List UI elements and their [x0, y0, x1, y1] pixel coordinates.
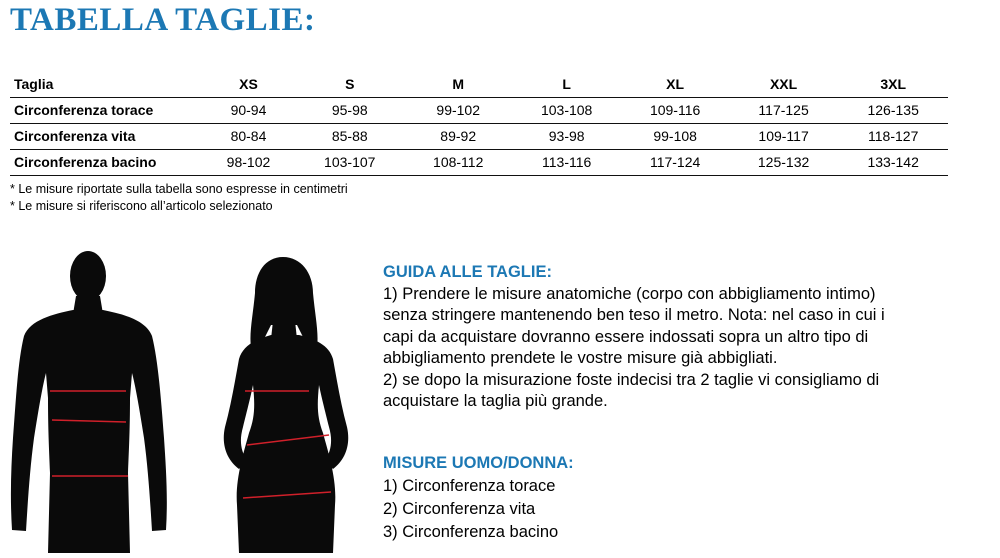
- table-cell: 113-116: [542, 154, 592, 170]
- table-cell: 108-112: [433, 154, 484, 170]
- guide-line: acquistare la taglia più grande.: [383, 392, 608, 410]
- table-cell: 99-102: [436, 102, 480, 118]
- table-cell: 109-117: [758, 128, 809, 144]
- size-guide: [383, 262, 995, 413]
- header-cell: Taglia: [14, 76, 54, 92]
- measures-list: [383, 452, 983, 544]
- female-silhouette-icon: [205, 255, 365, 553]
- table-cell: 95-98: [331, 102, 368, 118]
- table-row: [10, 150, 948, 176]
- table-header-row: [10, 72, 948, 98]
- header-cell: S: [345, 76, 355, 92]
- measures-title: MISURE UOMO/DONNA:: [383, 454, 574, 472]
- page-title: TABELLA TAGLIE:: [10, 2, 316, 38]
- table-cell: 89-92: [440, 128, 477, 144]
- size-table: [10, 72, 948, 176]
- row-label: Circonferenza vita: [14, 128, 136, 144]
- guide-line: 2) se dopo la misurazione foste indecisi tra 2 taglie vi consigliamo di: [383, 370, 880, 389]
- guide-title: GUIDA ALLE TAGLIE:: [383, 263, 552, 281]
- table-cell: 126-135: [867, 102, 919, 118]
- table-cell: 117-125: [758, 102, 809, 118]
- table-row: [10, 124, 948, 150]
- guide-line: capi da acquistare dovranno essere indossati sopra un altro tipo di: [383, 327, 869, 346]
- male-silhouette-icon: [8, 248, 168, 553]
- row-label: Circonferenza bacino: [14, 154, 157, 170]
- table-cell: 133-142: [867, 154, 919, 170]
- table-cell: 103-108: [540, 102, 593, 118]
- measure-item: 2) Circonferenza vita: [383, 500, 536, 518]
- header-cell: M: [452, 76, 465, 92]
- measure-item: 1) Circonferenza torace: [383, 477, 556, 495]
- table-cell: 109-116: [649, 102, 701, 118]
- note-line: * Le misure riportate sulla tabella sono espresse in centimetri: [10, 182, 348, 196]
- measure-item: 3) Circonferenza bacino: [383, 523, 559, 541]
- table-cell: 80-84: [230, 128, 267, 144]
- table-cell: 98-102: [226, 154, 271, 170]
- header-cell: XL: [666, 76, 685, 92]
- note-line: * Le misure si riferiscono all’articolo selezionato: [10, 198, 273, 213]
- guide-line: 1) Prendere le misure anatomiche (corpo con abbigliamento intimo): [383, 284, 876, 303]
- header-cell: XXL: [769, 76, 798, 92]
- table-cell: 85-88: [331, 128, 368, 144]
- table-cell: 125-132: [757, 154, 810, 170]
- header-cell: 3XL: [880, 76, 907, 92]
- table-cell: 93-98: [548, 128, 585, 144]
- table-cell: 103-107: [324, 154, 376, 170]
- table-cell: 99-108: [653, 128, 697, 144]
- table-cell: 118-127: [868, 128, 919, 144]
- table-row: [10, 98, 948, 124]
- table-cell: 90-94: [230, 102, 267, 118]
- row-label: Circonferenza torace: [14, 102, 154, 118]
- guide-line: abbigliamento prendete le vostre misure già abbigliati.: [383, 349, 778, 367]
- table-notes: [10, 181, 348, 214]
- header-cell: XS: [239, 76, 258, 92]
- header-cell: L: [562, 76, 571, 92]
- guide-line: senza stringere mantenendo ben teso il metro. Nota: nel caso in cui i: [383, 306, 885, 324]
- table-cell: 117-124: [649, 154, 701, 170]
